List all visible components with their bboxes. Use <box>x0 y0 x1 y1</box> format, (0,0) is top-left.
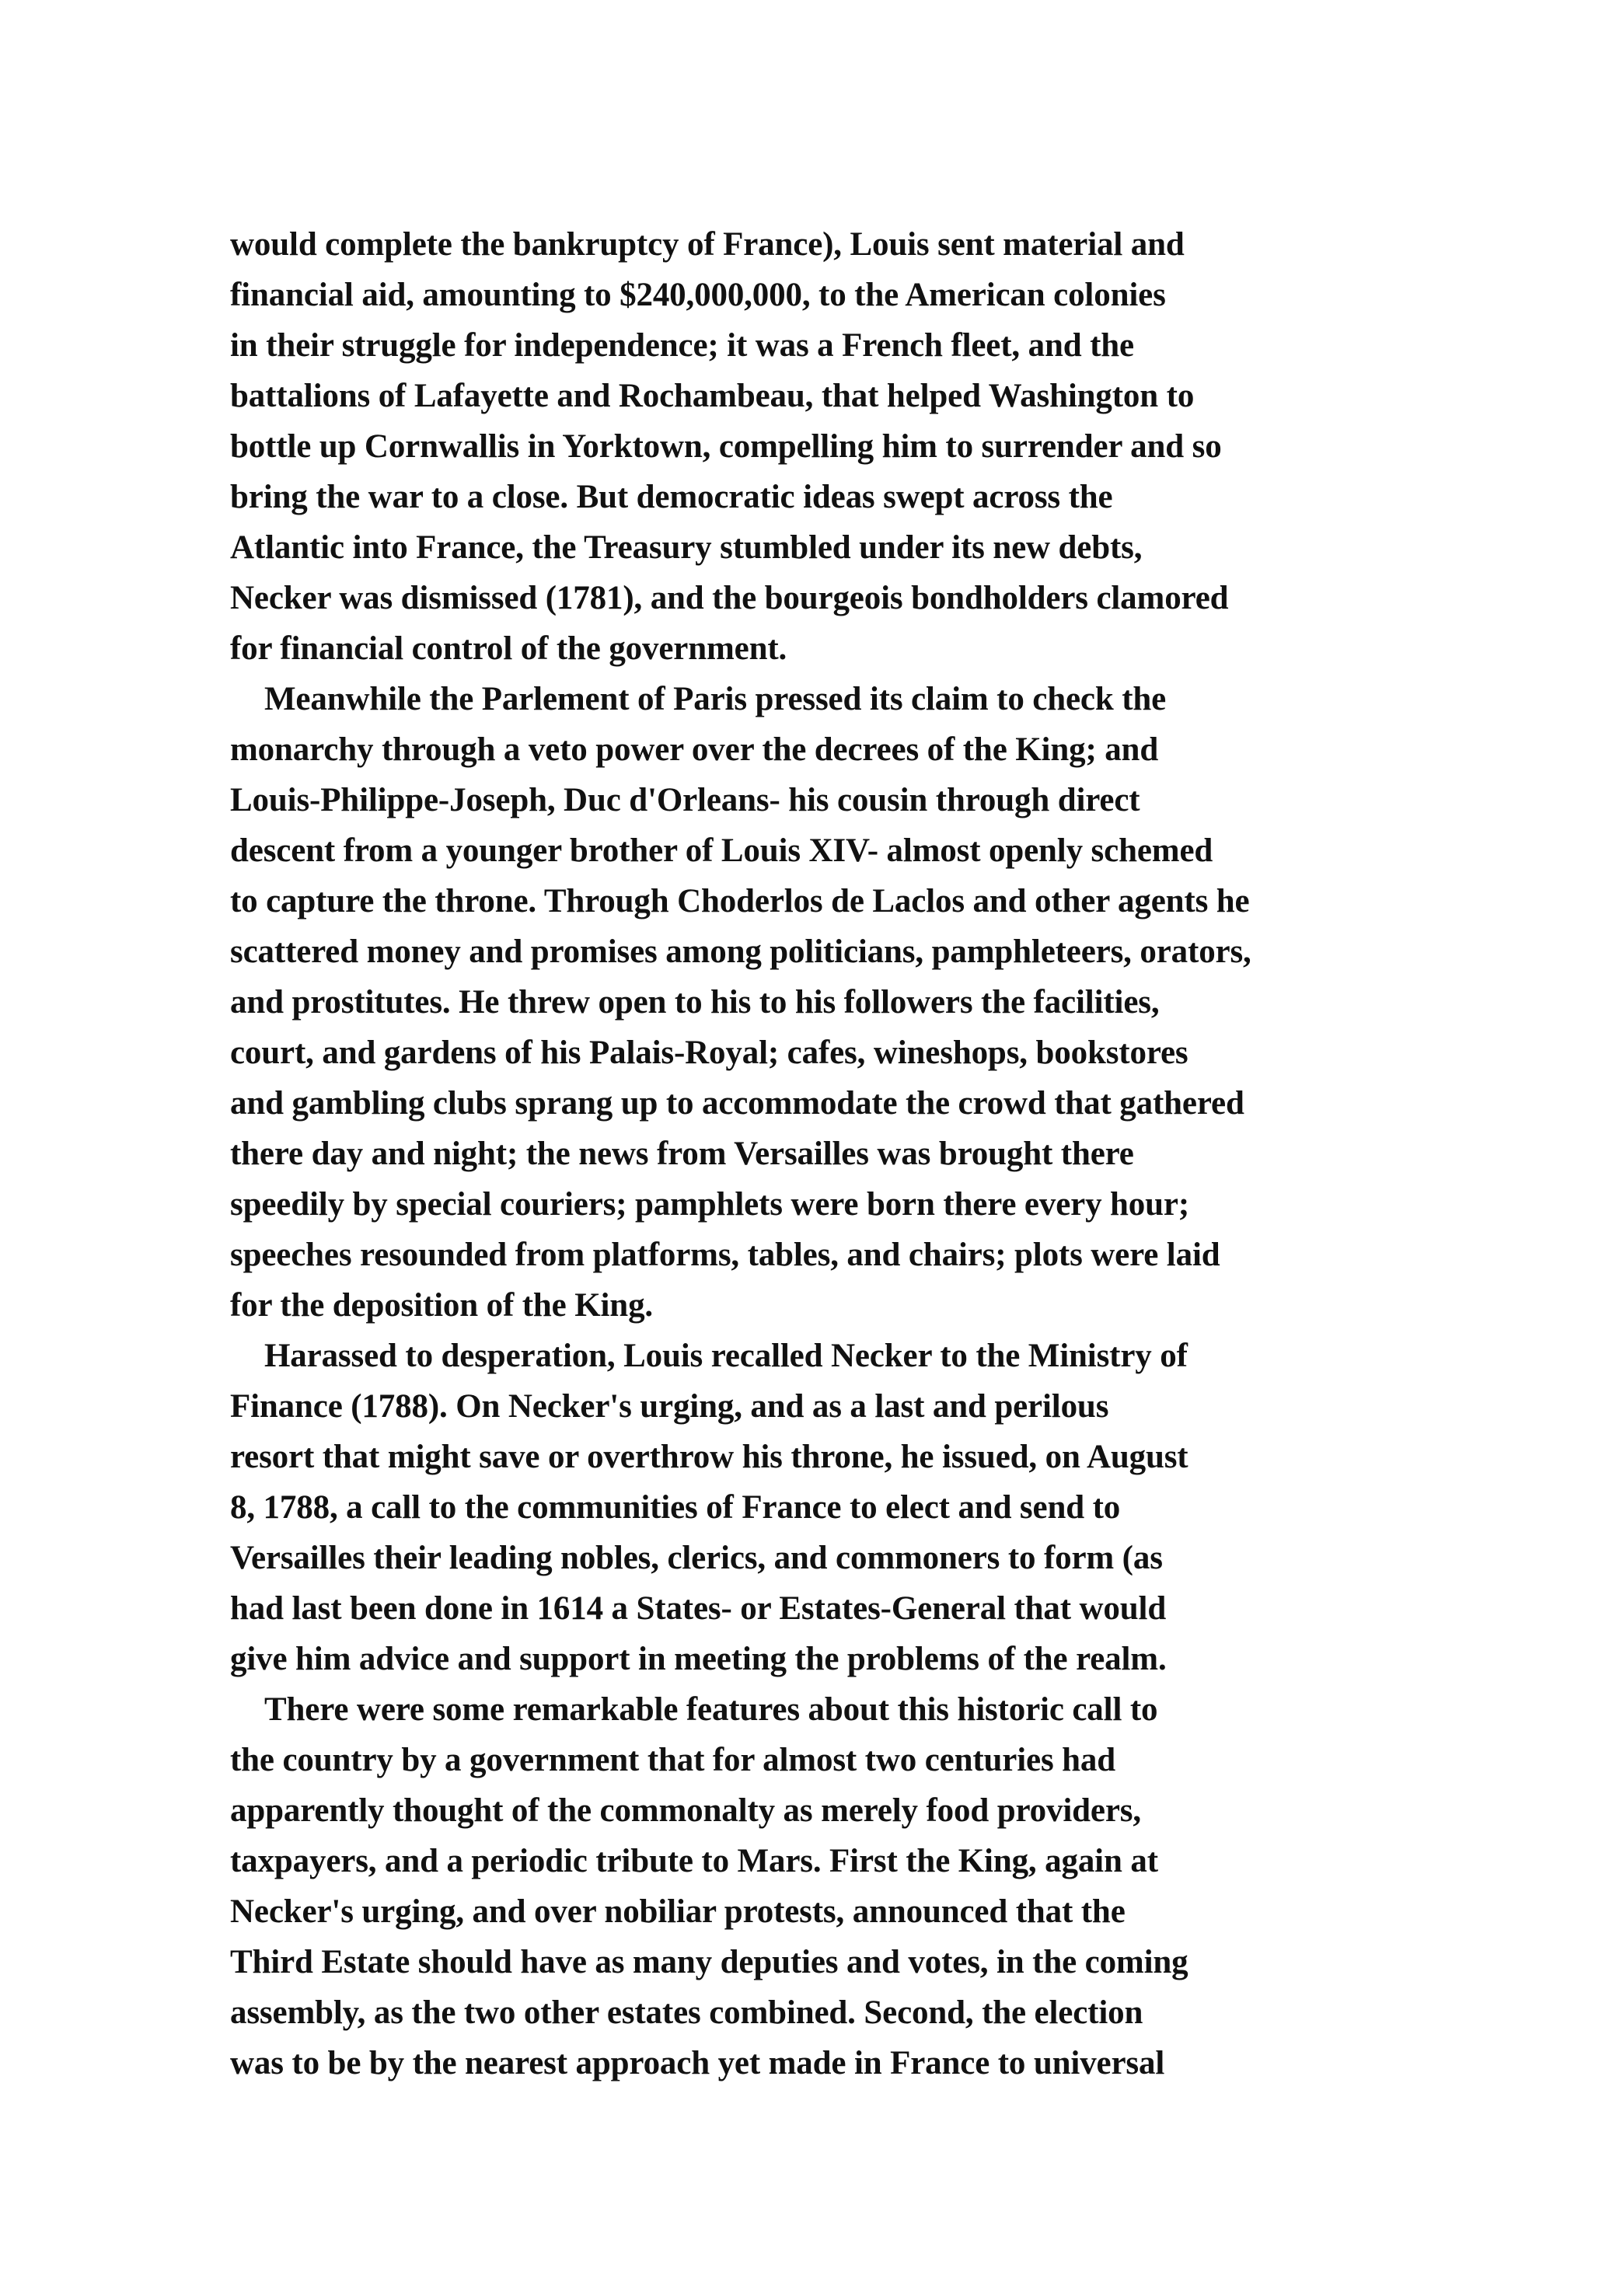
text-line: and prostitutes. He threw open to his to his followers the facilities, <box>230 984 1160 1021</box>
text-line: financial aid, amounting to $240,000,000, to the American colonies <box>230 277 1166 313</box>
text-line: monarchy through a veto power over the decrees of the King; and <box>230 731 1159 768</box>
text-line: apparently thought of the commonalty as merely food providers, <box>230 1792 1141 1829</box>
text-line: the country by a government that for almost two centuries had <box>230 1742 1116 1778</box>
text-line: for financial control of the government. <box>230 630 787 667</box>
text-line: assembly, as the two other estates combined. Second, the election <box>230 1994 1143 2031</box>
text-line: Louis-Philippe-Joseph, Duc d'Orleans- his cousin through direct <box>230 782 1140 818</box>
text-line: Necker was dismissed (1781), and the bourgeois bondholders clamored <box>230 580 1229 616</box>
text-line: Necker's urging, and over nobiliar protests, announced that the <box>230 1893 1126 1930</box>
text-line: there day and night; the news from Versailles was brought there <box>230 1136 1134 1172</box>
text-line: and gambling clubs sprang up to accommodate the crowd that gathered <box>230 1085 1244 1122</box>
text-line: had last been done in 1614 a States- or Estates-General that would <box>230 1590 1167 1627</box>
paragraph-start-line: Meanwhile the Parlement of Paris pressed its claim to check the <box>264 681 1167 717</box>
text-line: court, and gardens of his Palais-Royal; cafes, wineshops, bookstores <box>230 1035 1188 1071</box>
body-text <box>230 219 1551 2088</box>
text-line: for the deposition of the King. <box>230 1287 654 1324</box>
text-line: speedily by special couriers; pamphlets were born there every hour; <box>230 1186 1190 1223</box>
text-line: was to be by the nearest approach yet made in France to universal <box>230 2045 1165 2081</box>
paragraph-start-line: There were some remarkable features about this historic call to <box>264 1691 1158 1728</box>
text-line: battalions of Lafayette and Rochambeau, that helped Washington to <box>230 378 1195 414</box>
text-line: speeches resounded from platforms, tables, and chairs; plots were laid <box>230 1237 1220 1273</box>
text-line: would complete the bankruptcy of France), Louis sent material and <box>230 226 1185 263</box>
paragraph-start-line: Harassed to desperation, Louis recalled Necker to the Ministry of <box>264 1338 1188 1374</box>
text-line: scattered money and promises among politicians, pamphleteers, orators, <box>230 933 1251 970</box>
text-line: Finance (1788). On Necker's urging, and as a last and perilous <box>230 1388 1109 1425</box>
text-line: Atlantic into France, the Treasury stumbled under its new debts, <box>230 529 1143 566</box>
text-line: bottle up Cornwallis in Yorktown, compelling him to surrender and so <box>230 428 1222 465</box>
text-line: Versailles their leading nobles, clerics, and commoners to form (as <box>230 1540 1163 1576</box>
text-line: taxpayers, and a periodic tribute to Mars. First the King, again at <box>230 1843 1158 1879</box>
text-line: resort that might save or overthrow his throne, he issued, on August <box>230 1439 1188 1475</box>
text-line: in their struggle for independence; it was a French fleet, and the <box>230 327 1134 364</box>
text-line: to capture the throne. Through Choderlos de Laclos and other agents he <box>230 883 1250 919</box>
text-line: Third Estate should have as many deputies and votes, in the coming <box>230 1944 1188 1980</box>
text-line: give him advice and support in meeting the problems of the realm. <box>230 1641 1167 1677</box>
text-line: 8, 1788, a call to the communities of France to elect and send to <box>230 1489 1121 1526</box>
text-line: bring the war to a close. But democratic ideas swept across the <box>230 479 1113 515</box>
text-line: descent from a younger brother of Louis XIV- almost openly schemed <box>230 832 1213 869</box>
